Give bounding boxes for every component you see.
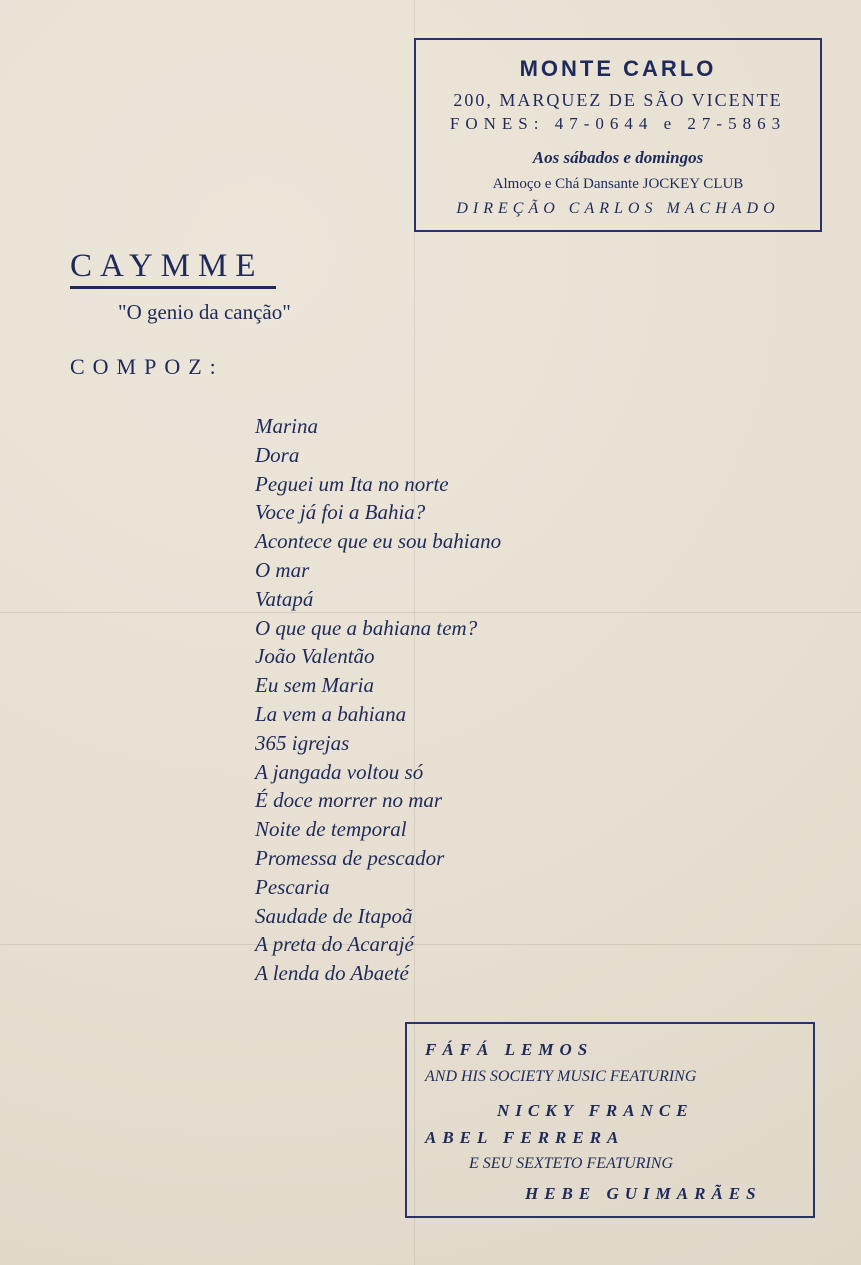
- monte-carlo-box: [414, 38, 822, 232]
- song-item: João Valentão: [255, 644, 375, 669]
- compoz-heading: COMPOZ:: [70, 354, 224, 379]
- song-item: Peguei um Ita no norte: [255, 471, 449, 496]
- band-featured: NICKY FRANCE: [497, 1101, 694, 1120]
- composer-underline: [70, 286, 276, 289]
- song-item: Pescaria: [255, 874, 330, 899]
- song-item: A preta do Acarajé: [255, 932, 414, 957]
- band-singer: HEBE GUIMARÃES: [525, 1184, 762, 1203]
- song-item: Acontece que eu sou bahiano: [255, 529, 502, 554]
- composer-subtitle: "O genio da canção": [118, 300, 291, 324]
- composer-name: CAYMME: [70, 248, 264, 284]
- venue-phones: FONES: 47-0644 e 27-5863: [449, 114, 787, 133]
- song-list: [255, 412, 501, 988]
- song-item: Eu sem Maria: [255, 673, 374, 698]
- venue-title: MONTE CARLO: [519, 56, 717, 81]
- song-item: O mar: [255, 557, 310, 582]
- band-society: AND HIS SOCIETY MUSIC FEATURING: [425, 1068, 697, 1085]
- song-item: Saudade de Itapoã: [255, 903, 413, 928]
- song-item: O que que a bahiana tem?: [255, 615, 478, 640]
- song-item: Dora: [255, 442, 300, 467]
- song-item: Promessa de pescador: [255, 845, 445, 870]
- song-item: A lenda do Abaeté: [255, 961, 409, 986]
- song-item: La vem a bahiana: [255, 701, 407, 726]
- song-item: Marina: [255, 414, 318, 438]
- band-box: [405, 1022, 815, 1218]
- venue-address: 200, MARQUEZ DE SÃO VICENTE: [453, 90, 783, 110]
- band-leader: FÁFÁ LEMOS: [425, 1040, 594, 1059]
- song-item: É doce morrer no mar: [255, 788, 443, 813]
- venue-direction: DIREÇÃO CARLOS MACHADO: [456, 200, 780, 217]
- venue-lunch: Almoço e Chá Dansante JOCKEY CLUB: [492, 176, 744, 192]
- song-item: A jangada voltou só: [255, 759, 424, 784]
- song-item: Vatapá: [255, 586, 314, 611]
- band-second-leader: ABEL FERRERA: [425, 1128, 625, 1147]
- venue-weekends: Aos sábados e domingos: [532, 148, 704, 167]
- song-item: Voce já foi a Bahia?: [255, 500, 426, 525]
- band-sexteto: E SEU SEXTETO FEATURING: [469, 1155, 673, 1172]
- song-item: 365 igrejas: [255, 730, 350, 755]
- song-item: Noite de temporal: [255, 817, 407, 842]
